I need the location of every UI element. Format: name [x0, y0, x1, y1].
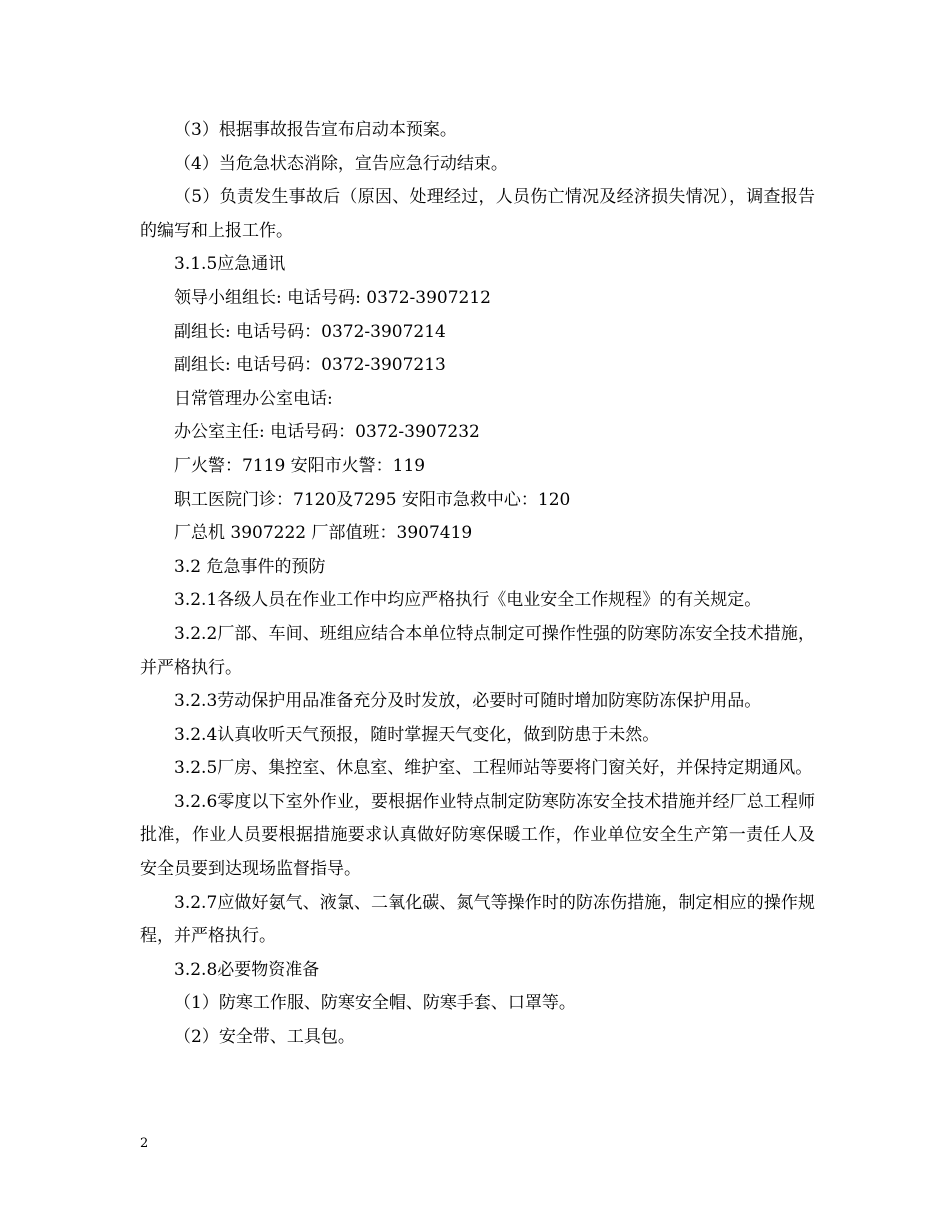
paragraph: 办公室主任: 电话号码：0372-3907232: [174, 422, 480, 443]
paragraph: 日常管理办公室电话:: [174, 388, 333, 409]
paragraph: 副组长: 电话号码：0372-3907213: [174, 355, 446, 376]
paragraph: （3）根据事故报告宣布启动本预案。: [174, 120, 457, 140]
paragraph: （1）防寒工作服、防寒安全帽、防寒手套、口罩等。: [174, 993, 576, 1014]
paragraph: 3.2.8必要物资准备: [174, 959, 320, 980]
document-body: [140, 114, 815, 1055]
paragraph: 3.1.5应急通讯: [174, 254, 286, 275]
paragraph: 3.2.6零度以下室外作业，要根据作业特点制定防寒防冻安全技术措施并经厂总工程师批准，作业人员要根据措施要求认真做好防寒保暖工作，作业单位安全生产第一责任人及安全员要到达现场监督指导。: [140, 791, 815, 880]
paragraph: 领导小组组长: 电话号码: 0372-3907212: [174, 287, 491, 308]
paragraph: 3.2.3劳动保护用品准备充分及时发放，必要时可随时增加防寒防冻保护用品。: [174, 691, 762, 712]
paragraph: 3.2.5厂房、集控室、休息室、维护室、工程师站等要将门窗关好，并保持定期通风。: [174, 758, 813, 779]
paragraph: 3.2.4认真收听天气预报，随时掌握天气变化，做到防患于未然。: [174, 724, 660, 745]
paragraph: 3.2.1各级人员在作业工作中均应严格执行《电业安全工作规程》的有关规定。: [174, 590, 762, 611]
paragraph: 3.2.2厂部、车间、班组应结合本单位特点制定可操作性强的防寒防冻安全技术措施，并严格执行。: [140, 623, 815, 678]
paragraph: 3.2.7应做好氨气、液氯、二氧化碳、氮气等操作时的防冻伤措施，制定相应的操作规程，并严格执行。: [140, 892, 815, 947]
paragraph: （5）负责发生事故后（原因、处理经过，人员伤亡情况及经济损失情况），调查报告的编写和上报工作。: [140, 187, 815, 241]
paragraph: 厂火警：7119 安阳市火警：119: [174, 455, 426, 476]
paragraph: 厂总机 3907222 厂部值班：3907419: [174, 523, 473, 544]
page-number: 2: [140, 1136, 149, 1151]
paragraph: 职工医院门诊：7120及7295 安阳市急救中心：120: [174, 489, 571, 510]
paragraph: 3.2 危急事件的预防: [174, 556, 326, 577]
paragraph: 副组长: 电话号码：0372-3907214: [174, 321, 446, 342]
paragraph: （4）当危急状态消除，宣告应急行动结束。: [174, 153, 508, 174]
paragraph: （2）安全带、工具包。: [174, 1027, 355, 1048]
